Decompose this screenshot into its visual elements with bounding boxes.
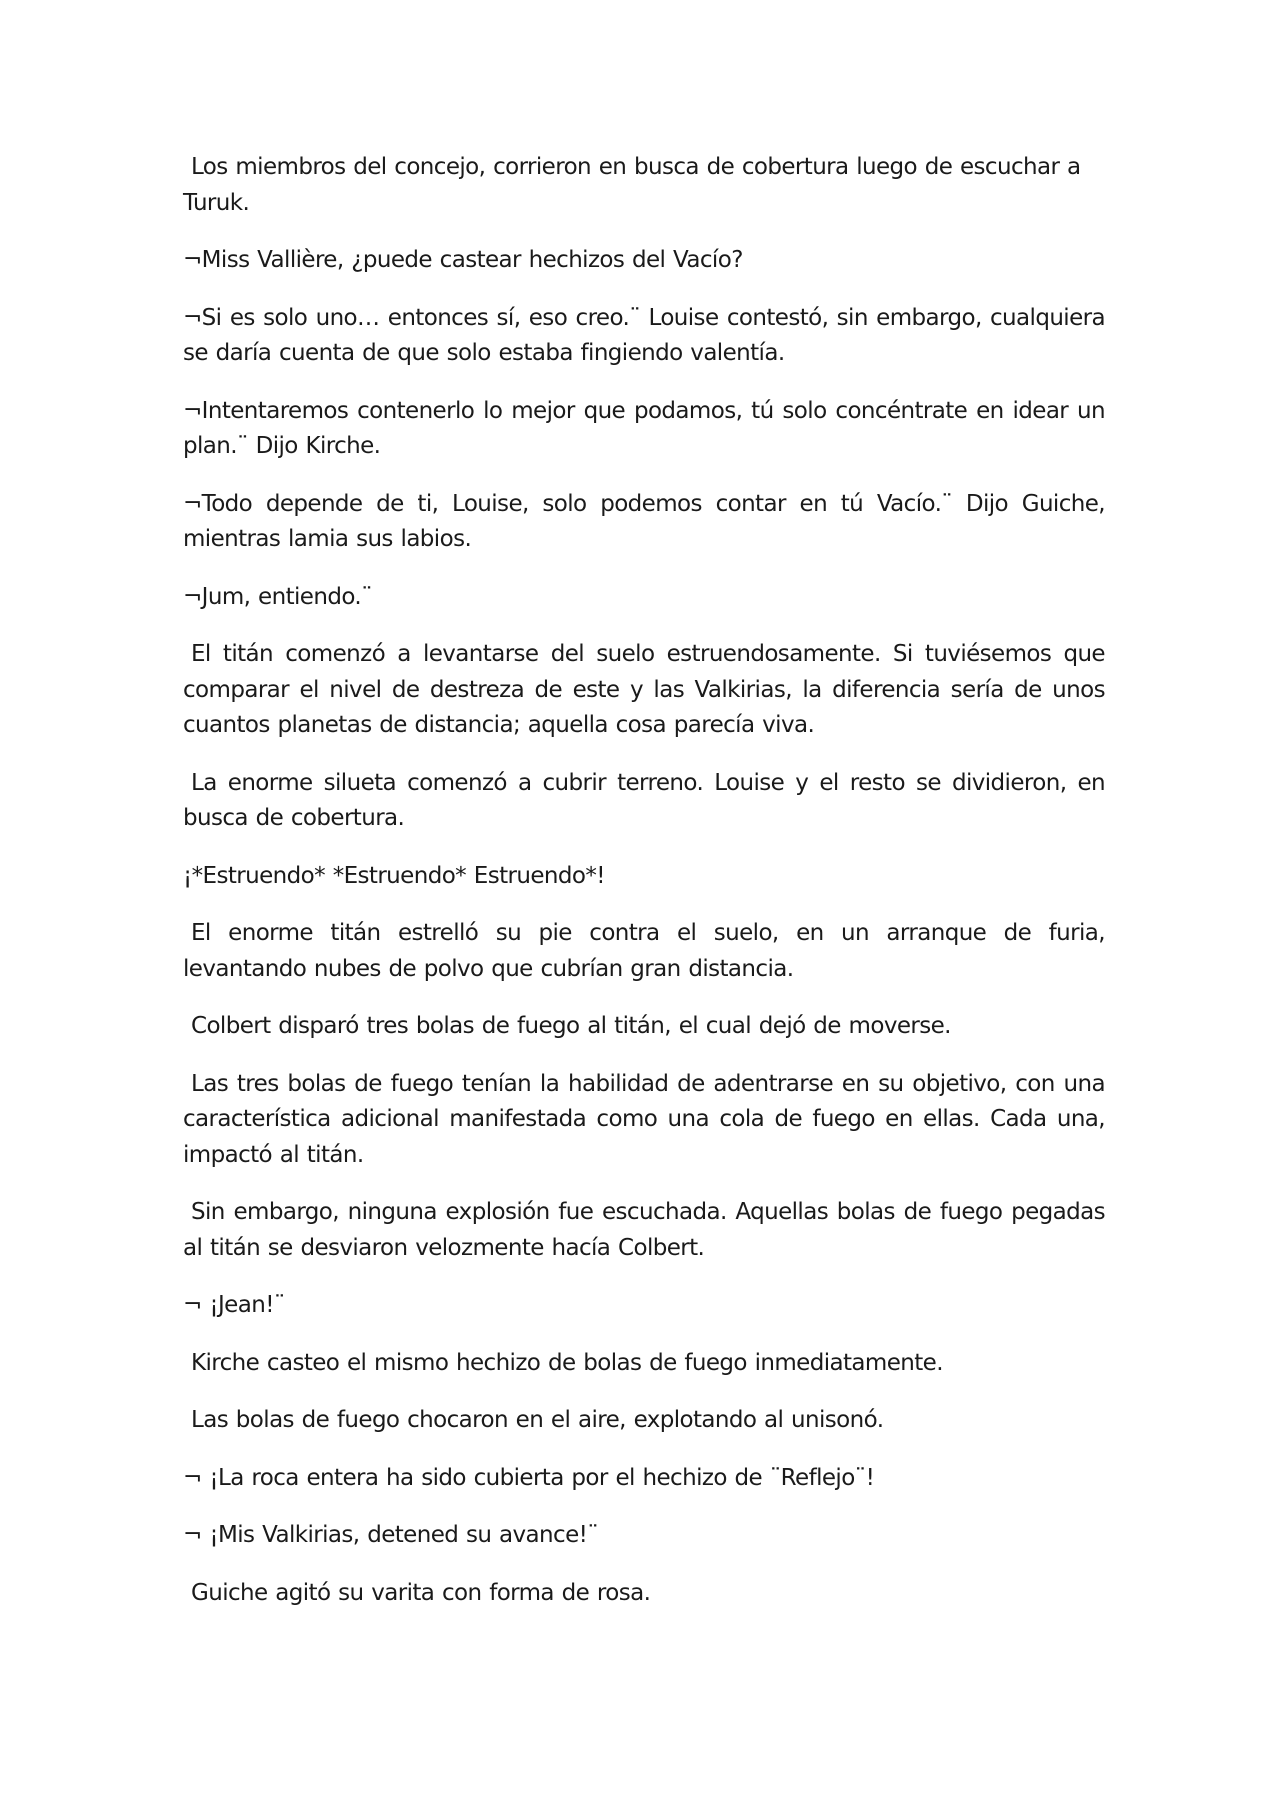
paragraph: ¬Todo depende de ti, Louise, solo podemos contar en tú Vacío.¨ Dijo Guiche, mientras lamia sus labios. bbox=[183, 490, 1105, 552]
paragraph: Los miembros del concejo, corrieron en busca de cobertura luego de escuchar a Turuk. bbox=[183, 154, 1081, 216]
paragraph: La enorme silueta comenzó a cubrir terreno. Louise y el resto se dividieron, en busca de cobertura. bbox=[183, 769, 1105, 831]
paragraph: ¬Jum, entiendo.¨ bbox=[183, 583, 373, 610]
paragraph: ¬ ¡Jean!¨ bbox=[183, 1292, 285, 1318]
paragraph: Las bolas de fuego chocaron en el aire, explotando al unisonó. bbox=[191, 1407, 884, 1433]
document-body bbox=[183, 150, 1105, 1633]
paragraph: El enorme titán estrelló su pie contra el suelo, en un arranque de furia, levantando nubes de polvo que cubrían gran distancia. bbox=[183, 920, 1105, 982]
paragraph: ¬ ¡Mis Valkirias, detened su avance!¨ bbox=[183, 1522, 599, 1548]
paragraph: ¬Intentaremos contenerlo lo mejor que podamos, tú solo concéntrate en idear un plan.¨ Dijo Kirche. bbox=[183, 397, 1105, 459]
paragraph: Sin embargo, ninguna explosión fue escuchada. Aquellas bolas de fuego pegadas al titán se desviaron velozmente hacía Colbert. bbox=[183, 1199, 1105, 1261]
paragraph: El titán comenzó a levantarse del suelo estruendosamente. Si tuviésemos que comparar el nivel de destreza de este y las Valkirias, la diferencia sería de unos cuantos planetas de distancia; aquella cosa parecía viva. bbox=[183, 641, 1105, 738]
paragraph: ¬Miss Vallière, ¿puede castear hechizos del Vacío? bbox=[183, 247, 743, 273]
paragraph: Guiche agitó su varita con forma de rosa. bbox=[191, 1579, 651, 1606]
paragraph: ¬Si es solo uno… entonces sí, eso creo.¨ Louise contestó, sin embargo, cualquiera se daría cuenta de que solo estaba fingiendo valentía. bbox=[183, 304, 1105, 366]
paragraph: Kirche casteo el mismo hechizo de bolas de fuego inmediatamente. bbox=[191, 1349, 943, 1376]
paragraph: ¬ ¡La roca entera ha sido cubierta por el hechizo de ¨Reflejo¨! bbox=[183, 1464, 875, 1491]
paragraph: ¡*Estruendo* *Estruendo* Estruendo*! bbox=[183, 862, 605, 889]
paragraph: Colbert disparó tres bolas de fuego al titán, el cual dejó de moverse. bbox=[191, 1013, 951, 1039]
paragraph: Las tres bolas de fuego tenían la habilidad de adentrarse en su objetivo, con una característica adicional manifestada como una cola de fuego en ellas. Cada una, impactó al titán. bbox=[183, 1070, 1105, 1168]
